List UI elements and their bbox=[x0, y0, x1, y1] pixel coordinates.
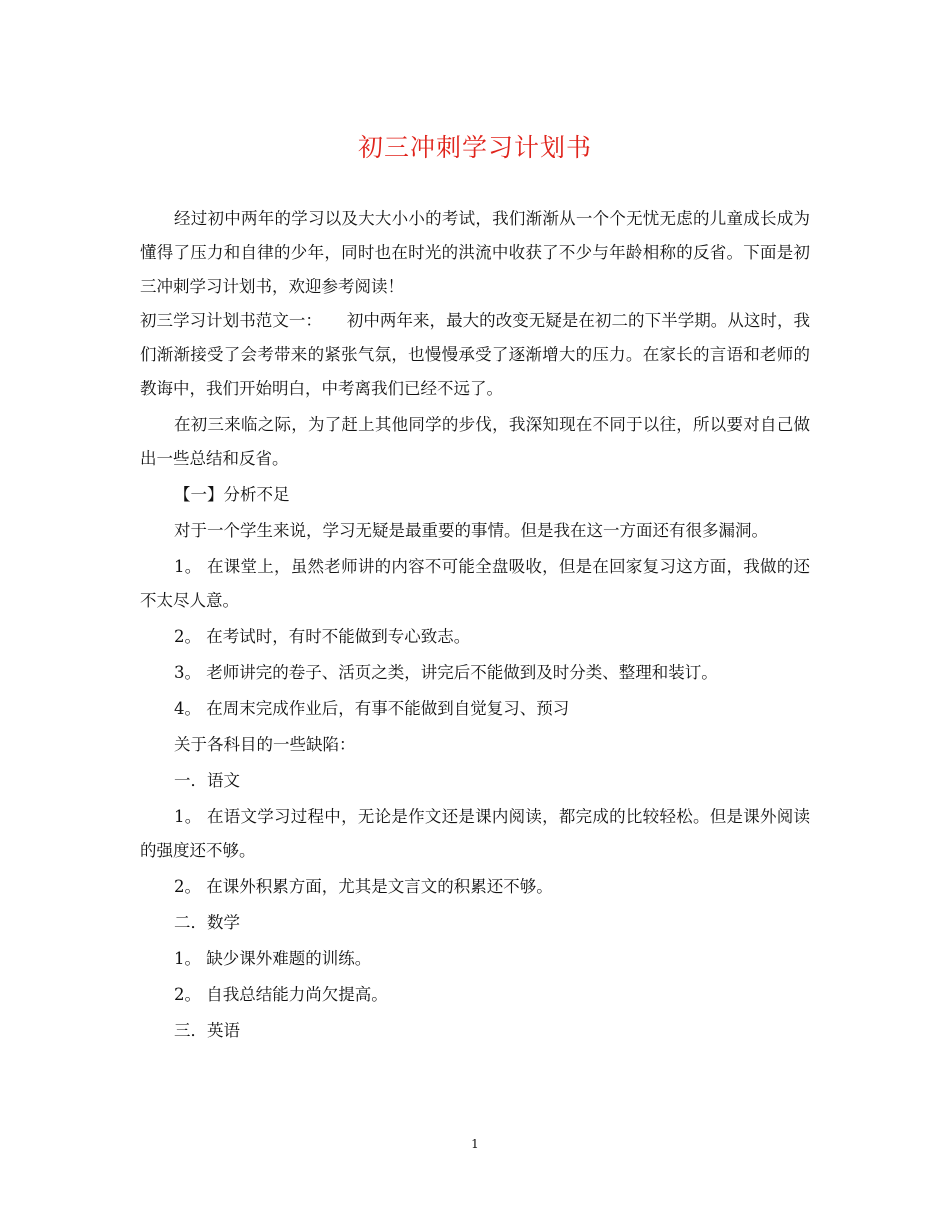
study-importance-paragraph: 对于一个学生来说，学习无疑是最重要的事情。但是我在这一方面还有很多漏洞。 bbox=[174, 521, 768, 540]
section-heading-analysis: 【一】分析不足 bbox=[174, 485, 290, 504]
list-item-1: 1。 在课堂上，虽然老师讲的内容不可能全盘吸收，但是在回家复习这方面，我做的还不太尽人意。 bbox=[140, 557, 810, 610]
subject-heading-english: 三．英语 bbox=[174, 1021, 240, 1040]
subject-heading-chinese: 一．语文 bbox=[174, 771, 240, 790]
subject-shortcomings-heading: 关于各科目的一些缺陷： bbox=[174, 735, 356, 754]
subject-heading-math: 二．数学 bbox=[174, 913, 240, 932]
page-number: 1 bbox=[471, 1137, 479, 1151]
reflection-paragraph: 在初三来临之际，为了赶上其他同学的步伐，我深知现在不同于以往，所以要对自己做出一些总结和反省。 bbox=[140, 415, 810, 468]
list-item-3: 3。 老师讲完的卷子、活页之类，讲完后不能做到及时分类、整理和装订。 bbox=[174, 663, 718, 682]
math-item-2: 2。 自我总结能力尚欠提高。 bbox=[174, 985, 388, 1004]
document-body bbox=[140, 202, 810, 1048]
math-item-1: 1。 缺少课外难题的训练。 bbox=[174, 949, 372, 968]
document-title: 初三冲刺学习计划书 bbox=[357, 133, 592, 162]
list-item-4: 4。 在周末完成作业后，有事不能做到自觉复习、预习 bbox=[174, 699, 570, 718]
intro-paragraph: 经过初中两年的学习以及大大小小的考试，我们渐渐从一个个无忧无虑的儿童成长成为懂得了压力和自律的少年，同时也在时光的洪流中收获了不少与年龄相称的反省。下面是初三冲刺学习计划书，欢迎参考阅读！ bbox=[140, 209, 810, 296]
chinese-item-2: 2。 在课外积累方面，尤其是文言文的积累还不够。 bbox=[174, 877, 553, 896]
chinese-item-1: 1。 在语文学习过程中，无论是作文还是课内阅读，都完成的比较轻松。但是课外阅读的强度还不够。 bbox=[140, 807, 810, 860]
list-item-2: 2。 在考试时，有时不能做到专心致志。 bbox=[174, 627, 471, 646]
sample-paragraph: 初三学习计划书范文一： 初中两年来，最大的改变无疑是在初二的下半学期。从这时，我们渐渐接受了会考带来的紧张气氛，也慢慢承受了逐渐增大的压力。在家长的言语和老师的教诲中，我们开始明白，中考离我们已经不远了。 bbox=[140, 311, 810, 398]
